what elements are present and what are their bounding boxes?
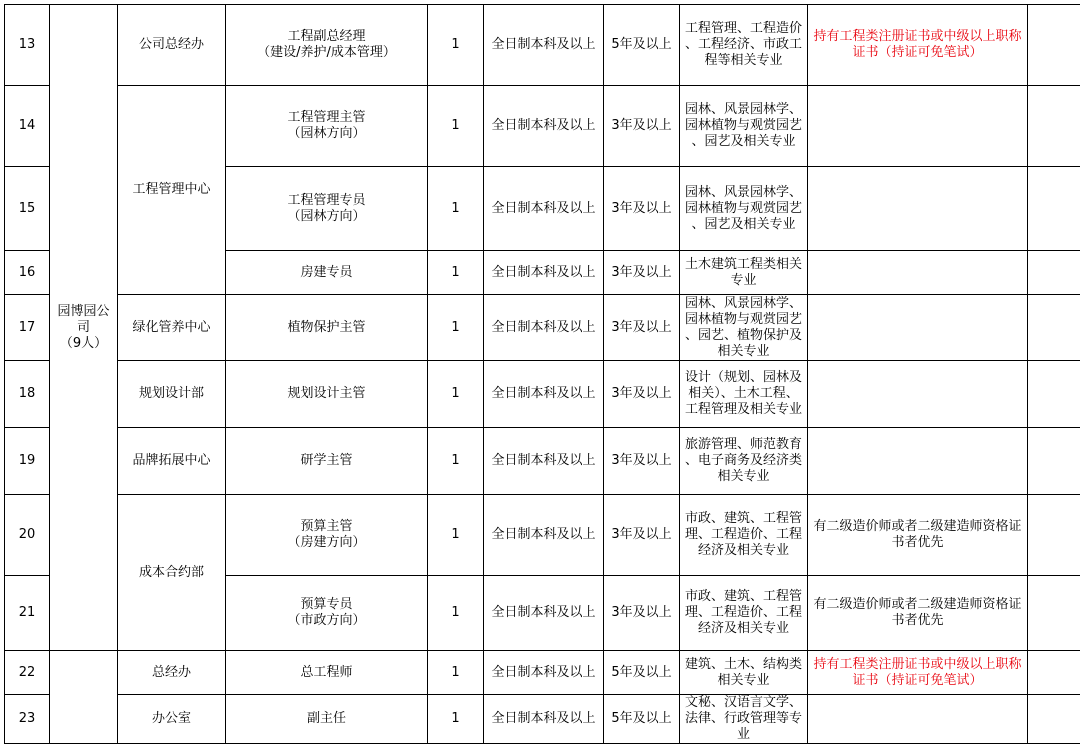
requirement-cell: 有二级造价师或者二级建造师资格证 书者优先: [808, 495, 1028, 576]
major-cell: 工程管理、工程造价 、工程经济、市政工 程等相关专业: [680, 5, 808, 86]
note-cell: [1028, 5, 1080, 86]
experience-cell: 3年及以上: [604, 167, 680, 251]
experience-cell: 3年及以上: [604, 428, 680, 495]
row-number: 19: [5, 428, 50, 495]
position-cell: 预算主管 （房建方向）: [226, 495, 428, 576]
requirement-cell: [808, 428, 1028, 495]
major-cell: 市政、建筑、工程管 理、工程造价、工程 经济及相关专业: [680, 576, 808, 651]
table-row: [5, 495, 1080, 576]
major-cell: 文秘、汉语言文学、 法律、行政管理等专 业: [680, 695, 808, 744]
major-cell: 建筑、土木、结构类 相关专业: [680, 651, 808, 695]
table-row: [5, 695, 1080, 744]
position-cell: 植物保护主管: [226, 295, 428, 361]
education-cell: 全日制本科及以上: [484, 495, 604, 576]
headcount-cell: 1: [428, 695, 484, 744]
position-cell: 规划设计主管: [226, 361, 428, 428]
row-number: 16: [5, 251, 50, 295]
experience-cell: 5年及以上: [604, 695, 680, 744]
note-cell: [1028, 86, 1080, 167]
requirement-cell: 持有工程类注册证书或中级以上职称 证书（持证可免笔试）: [808, 651, 1028, 695]
headcount-cell: 1: [428, 576, 484, 651]
position-cell: 工程副总经理 （建设/养护/成本管理）: [226, 5, 428, 86]
note-cell: [1028, 495, 1080, 576]
headcount-cell: 1: [428, 167, 484, 251]
department-cell: 办公室: [118, 695, 226, 744]
row-number: 21: [5, 576, 50, 651]
company-cell: [50, 5, 118, 651]
experience-cell: 3年及以上: [604, 295, 680, 361]
table-row: [5, 428, 1080, 495]
position-cell: 预算专员 （市政方向）: [226, 576, 428, 651]
headcount-cell: 1: [428, 428, 484, 495]
table-row: [5, 361, 1080, 428]
row-number: 23: [5, 695, 50, 744]
major-cell: 园林、风景园林学、 园林植物与观赏园艺 、园艺及相关专业: [680, 86, 808, 167]
position-cell: 房建专员: [226, 251, 428, 295]
position-cell: 研学主管: [226, 428, 428, 495]
requirement-cell: [808, 361, 1028, 428]
department-cell: 公司总经办: [118, 5, 226, 86]
department-cell: 品牌拓展中心: [118, 428, 226, 495]
position-cell: 副主任: [226, 695, 428, 744]
education-cell: 全日制本科及以上: [484, 5, 604, 86]
note-cell: [1028, 251, 1080, 295]
table-row: [5, 651, 1080, 695]
department-cell: 规划设计部: [118, 361, 226, 428]
experience-cell: 3年及以上: [604, 495, 680, 576]
experience-cell: 3年及以上: [604, 86, 680, 167]
note-cell: [1028, 576, 1080, 651]
experience-cell: 5年及以上: [604, 5, 680, 86]
row-number: 15: [5, 167, 50, 251]
requirement-cell: [808, 295, 1028, 361]
row-number: 14: [5, 86, 50, 167]
education-cell: 全日制本科及以上: [484, 86, 604, 167]
education-cell: 全日制本科及以上: [484, 695, 604, 744]
requirement-cell: [808, 251, 1028, 295]
row-number: 22: [5, 651, 50, 695]
note-cell: [1028, 295, 1080, 361]
row-number: 13: [5, 5, 50, 86]
major-cell: 设计（规划、园林及 相关）、土木工程、 工程管理及相关专业: [680, 361, 808, 428]
note-cell: [1028, 167, 1080, 251]
note-cell: [1028, 361, 1080, 428]
headcount-cell: 1: [428, 86, 484, 167]
position-cell: 总工程师: [226, 651, 428, 695]
department-cell: 工程管理中心: [118, 86, 226, 295]
experience-cell: 3年及以上: [604, 251, 680, 295]
headcount-cell: 1: [428, 651, 484, 695]
requirement-cell: [808, 86, 1028, 167]
requirement-cell: 有二级造价师或者二级建造师资格证 书者优先: [808, 576, 1028, 651]
row-number: 17: [5, 295, 50, 361]
headcount-cell: 1: [428, 5, 484, 86]
requirement-cell: [808, 695, 1028, 744]
requirement-cell: [808, 167, 1028, 251]
table-row: [5, 86, 1080, 167]
education-cell: 全日制本科及以上: [484, 651, 604, 695]
department-cell: 绿化管养中心: [118, 295, 226, 361]
row-number: 18: [5, 361, 50, 428]
experience-cell: 3年及以上: [604, 576, 680, 651]
education-cell: 全日制本科及以上: [484, 295, 604, 361]
company-cell: [50, 651, 118, 744]
headcount-cell: 1: [428, 495, 484, 576]
position-cell: 工程管理专员 （园林方向）: [226, 167, 428, 251]
row-number: 20: [5, 495, 50, 576]
education-cell: 全日制本科及以上: [484, 251, 604, 295]
department-cell: 成本合约部: [118, 495, 226, 651]
major-cell: 园林、风景园林学、 园林植物与观赏园艺 、园艺、植物保护及 相关专业: [680, 295, 808, 361]
education-cell: 全日制本科及以上: [484, 167, 604, 251]
table-row: [5, 295, 1080, 361]
company-headcount: （9人）: [59, 335, 108, 351]
major-cell: 市政、建筑、工程管 理、工程造价、工程 经济及相关专业: [680, 495, 808, 576]
major-cell: 旅游管理、师范教育 、电子商务及经济类 相关专业: [680, 428, 808, 495]
table-row: [5, 5, 1080, 86]
major-cell: 土木建筑工程类相关 专业: [680, 251, 808, 295]
education-cell: 全日制本科及以上: [484, 361, 604, 428]
education-cell: 全日制本科及以上: [484, 428, 604, 495]
major-cell: 园林、风景园林学、 园林植物与观赏园艺 、园艺及相关专业: [680, 167, 808, 251]
note-cell: [1028, 651, 1080, 695]
experience-cell: 5年及以上: [604, 651, 680, 695]
headcount-cell: 1: [428, 295, 484, 361]
note-cell: [1028, 428, 1080, 495]
company-name: 园博园公司: [57, 303, 110, 335]
experience-cell: 3年及以上: [604, 361, 680, 428]
recruitment-table: [4, 4, 1080, 744]
requirement-cell: 持有工程类注册证书或中级以上职称 证书（持证可免笔试）: [808, 5, 1028, 86]
position-cell: 工程管理主管 （园林方向）: [226, 86, 428, 167]
department-cell: 总经办: [118, 651, 226, 695]
headcount-cell: 1: [428, 361, 484, 428]
headcount-cell: 1: [428, 251, 484, 295]
education-cell: 全日制本科及以上: [484, 576, 604, 651]
note-cell: [1028, 695, 1080, 744]
